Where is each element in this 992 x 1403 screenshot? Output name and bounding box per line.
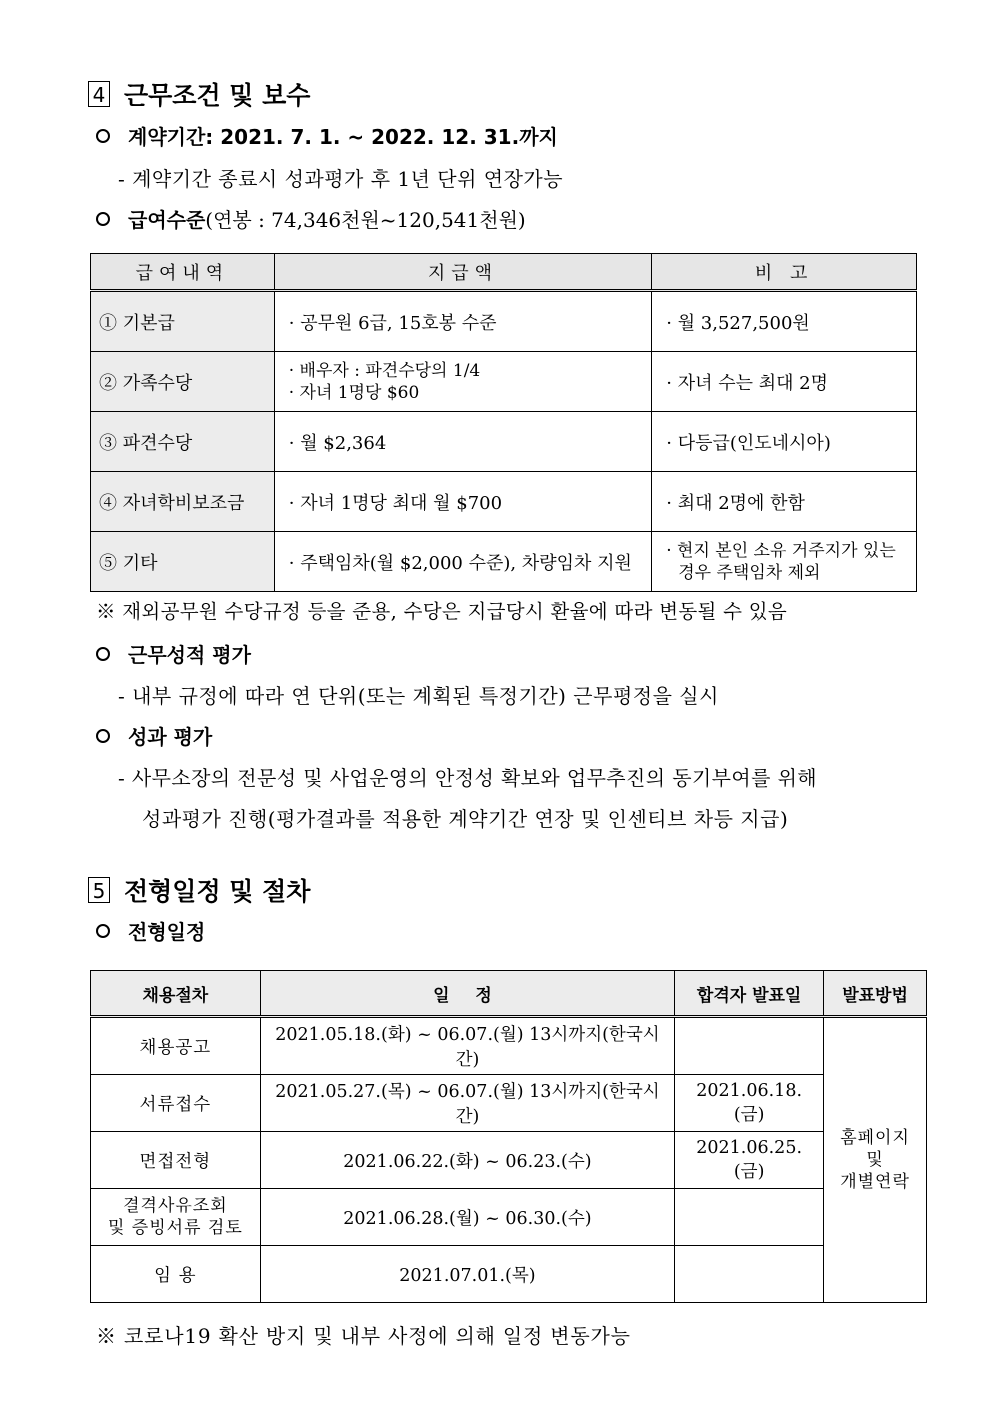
row-step: 면접전형	[91, 1132, 261, 1189]
row-step: 채용공고	[91, 1017, 261, 1075]
row-item: ④ 자녀학비보조금	[91, 472, 275, 532]
schedule-footer-note: ※ 코로나19 확산 방지 및 내부 사정에 의해 일정 변동가능	[96, 1324, 631, 1348]
row-amount	[274, 352, 652, 412]
row-announce: 2021.06.18.(금)	[675, 1075, 824, 1132]
outcome-sub-1: - 사무소장의 전문성 및 사업운영의 안정성 확보와 업무추진의 동기부여를 위해	[118, 766, 818, 790]
schedule-row	[96, 916, 205, 945]
row-amount: · 공무원 6급, 15호봉 수준	[274, 291, 652, 352]
row-item: ② 가족수당	[91, 352, 275, 412]
contract-period-row	[96, 121, 558, 150]
method-line: 개별연락	[840, 1172, 910, 1192]
outcome-row	[96, 721, 212, 750]
salary-row	[96, 204, 526, 233]
row-note: · 월 3,527,500원	[652, 291, 917, 352]
header-method: 발표방법	[824, 971, 927, 1017]
schedule-label: 전형일정	[128, 920, 206, 944]
section4-title: 근무조건 및 보수	[124, 81, 311, 110]
table-row	[91, 1017, 927, 1075]
row-note: · 자녀 수는 최대 2명	[652, 352, 917, 412]
circle-bullet-icon	[96, 212, 110, 226]
salary-table-header	[91, 254, 917, 291]
contract-sub: - 계약기간 종료시 성과평가 후 1년 단위 연장가능	[118, 167, 564, 191]
table-row	[91, 352, 917, 412]
performance-sub: - 내부 규정에 따라 연 단위(또는 계획된 특정기간) 근무평정을 실시	[118, 684, 719, 708]
outcome-label: 성과 평가	[128, 725, 213, 749]
table-row	[91, 1189, 927, 1246]
table-row	[91, 1075, 927, 1132]
row-announce	[675, 1017, 824, 1075]
contract-value: : 2021. 7. 1. ~ 2022. 12. 31.까지	[205, 125, 558, 149]
contract-label: 계약기간	[128, 125, 206, 149]
row-item: ① 기본급	[91, 291, 275, 352]
section5-number: 5	[88, 877, 110, 903]
salary-value: (연봉 : 74,346천원~120,541천원)	[205, 208, 526, 232]
salary-table-note: ※ 재외공무원 수당규정 등을 준용, 수당은 지급당시 환율에 따라 변동될 수 있음	[96, 600, 788, 623]
row-amount: · 주택임차(월 $2,000 수준), 차량임차 지원	[274, 532, 652, 592]
row-step	[91, 1189, 261, 1246]
table-row	[91, 472, 917, 532]
section5-title: 전형일정 및 절차	[124, 877, 311, 906]
row-step-line: 결격사유조회	[123, 1196, 228, 1216]
table-row	[91, 412, 917, 472]
section4-heading	[88, 76, 310, 112]
table-row	[91, 291, 917, 352]
header-period: 일 정	[260, 971, 674, 1017]
table-row	[91, 1246, 927, 1303]
row-note-line: 경우 주택임차 제외	[678, 562, 821, 583]
row-announce	[675, 1189, 824, 1246]
row-period: 2021.05.18.(화) ~ 06.07.(월) 13시까지(한국시간)	[260, 1017, 674, 1075]
schedule-table	[90, 970, 927, 1303]
header-announce: 합격자 발표일	[675, 971, 824, 1017]
circle-bullet-icon	[96, 129, 110, 143]
row-amount-line: · 자녀 1명당 $60	[288, 382, 420, 403]
circle-bullet-icon	[96, 924, 110, 938]
row-note: · 다등급(인도네시아)	[652, 412, 917, 472]
header-step: 채용절차	[91, 971, 261, 1017]
salary-table	[90, 253, 917, 592]
table-row	[91, 532, 917, 592]
row-period: 2021.06.28.(월) ~ 06.30.(수)	[260, 1189, 674, 1246]
table-row	[91, 1132, 927, 1189]
outcome-sub-2: 성과평가 진행(평가결과를 적용한 계약기간 연장 및 인센티브 차등 지급)	[142, 807, 789, 831]
salary-label: 급여수준	[128, 208, 206, 232]
row-announce: 2021.06.25.(금)	[675, 1132, 824, 1189]
circle-bullet-icon	[96, 729, 110, 743]
row-note: · 최대 2명에 한함	[652, 472, 917, 532]
section4-number: 4	[88, 81, 110, 107]
announce-method-cell	[824, 1017, 927, 1303]
row-amount: · 월 $2,364	[274, 412, 652, 472]
row-period: 2021.07.01.(목)	[260, 1246, 674, 1303]
row-note	[652, 532, 917, 592]
performance-label: 근무성적 평가	[128, 643, 251, 667]
row-announce	[675, 1246, 824, 1303]
circle-bullet-icon	[96, 647, 110, 661]
row-note-line: · 현지 본인 소유 거주지가 있는	[666, 540, 896, 561]
row-step: 서류접수	[91, 1075, 261, 1132]
row-item: ⑤ 기타	[91, 532, 275, 592]
row-step: 임 용	[91, 1246, 261, 1303]
row-item: ③ 파견수당	[91, 412, 275, 472]
header-amount: 지급액	[274, 254, 652, 291]
row-period: 2021.05.27.(목) ~ 06.07.(월) 13시까지(한국시간)	[260, 1075, 674, 1132]
performance-row	[96, 639, 251, 668]
header-note: 비 고	[652, 254, 917, 291]
row-period: 2021.06.22.(화) ~ 06.23.(수)	[260, 1132, 674, 1189]
header-item: 급여내역	[91, 254, 275, 291]
schedule-table-header	[91, 971, 927, 1017]
section5-heading	[88, 872, 310, 908]
method-line: 홈페이지	[840, 1128, 910, 1148]
row-amount: · 자녀 1명당 최대 월 $700	[274, 472, 652, 532]
row-step-line: 및 증빙서류 검토	[107, 1218, 243, 1238]
row-amount-line: · 배우자 : 파견수당의 1/4	[288, 360, 481, 381]
method-line: 및	[866, 1150, 884, 1170]
